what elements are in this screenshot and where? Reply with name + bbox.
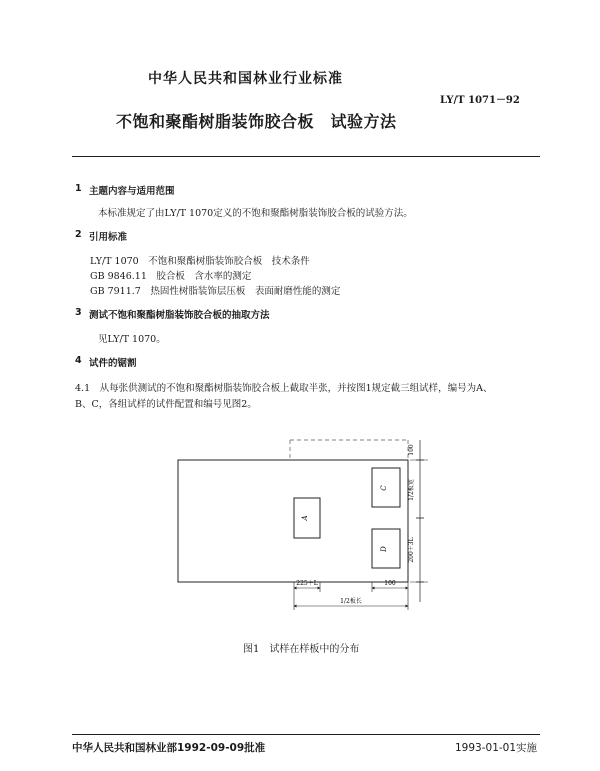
dimension-half-length: 1/2板长 — [340, 598, 362, 605]
section-3-number: 3 — [75, 307, 82, 318]
section-4-number: 4 — [75, 355, 82, 366]
dimension-half-width: 1/2板宽 — [408, 479, 415, 501]
reference-item: GB 7911.7 热固性树脂装饰层压板 表面耐磨性能的测定 — [90, 286, 341, 297]
section-4-1-line-2: B、C，各组试样的试件配置和编号见图2。 — [75, 399, 257, 410]
horizontal-dimensions — [294, 580, 408, 610]
specimen-d-box — [372, 529, 400, 568]
reference-item: GB 9846.11 胶合板 含水率的测定 — [90, 271, 252, 282]
approval-line: 中华人民共和国林业部1992-09-09批准 — [72, 742, 266, 754]
section-1-title: 主题内容与适用范围 — [89, 186, 175, 197]
specimen-c-box — [372, 468, 400, 507]
section-4-1-line-1: 4.1 从每张供测试的不饱和聚酯树脂装饰胶合板上截取半张，并按图1规定截三组试样，编号为A、 — [75, 383, 493, 394]
section-1-number: 1 — [75, 183, 82, 194]
section-3-text: 见LY/T 1070。 — [98, 334, 166, 345]
dimension-100-top: 100 — [408, 444, 415, 456]
effective-date: 1993-01-01实施 — [455, 742, 538, 754]
section-3-title: 测试不饱和聚酯树脂装饰胶合板的抽取方法 — [89, 310, 270, 321]
footer-divider — [72, 734, 540, 735]
section-1-text: 本标准规定了由LY/T 1070定义的不饱和聚酯树脂装饰胶合板的试验方法。 — [98, 208, 413, 219]
dimension-200-3l: 200＋3L — [408, 537, 415, 563]
section-2-title: 引用标准 — [89, 232, 128, 243]
specimen-a-label: A — [301, 515, 309, 521]
figure-caption: 图1 试样在样板中的分布 — [243, 644, 360, 655]
section-4-title: 试件的锯割 — [89, 358, 137, 369]
specimen-layout-figure — [160, 430, 460, 610]
dimension-225-l: 225＋L — [296, 580, 318, 587]
issuing-organization: 中华人民共和国林业行业标准 — [148, 71, 343, 87]
specimen-d-label: D — [380, 546, 388, 552]
reference-item: LY/T 1070 不饱和聚酯树脂装饰胶合板 技术条件 — [90, 256, 310, 267]
page-title: 不饱和聚酯树脂装饰胶合板 试验方法 — [116, 112, 397, 131]
section-2-number: 2 — [75, 229, 82, 240]
specimen-c-label: C — [380, 485, 388, 491]
dimension-100-bottom: 100 — [384, 580, 396, 587]
header-divider — [72, 156, 540, 157]
vertical-dimensions — [407, 440, 428, 602]
specimen-a-box — [294, 498, 320, 538]
sample-board-outline — [178, 440, 408, 582]
standard-code: LY/T 1071－92 — [440, 95, 520, 106]
